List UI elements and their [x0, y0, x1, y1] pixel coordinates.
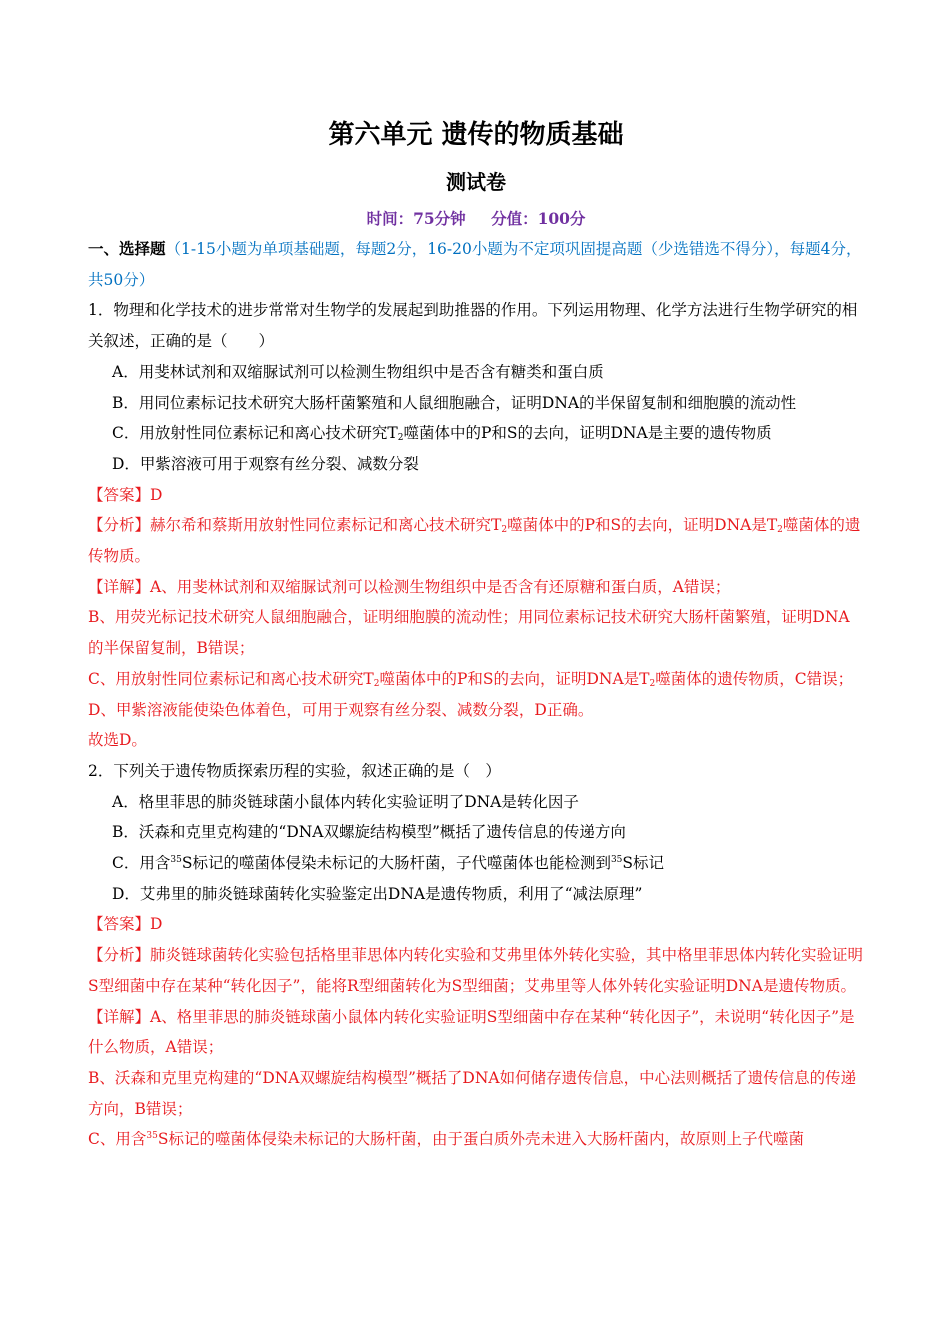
question-1-stem: 1．物理和化学技术的进步常常对生物学的发展起到助推器的作用。下列运用物理、化学方法进行生物学研究的相关叙述，正确的是（ ） [88, 301, 858, 351]
analysis-text: 噬菌体的遗传物质。 [88, 516, 861, 566]
answer-label: 【答案】 [88, 915, 151, 934]
superscript: 35 [146, 1131, 158, 1142]
option-text: S标记 [622, 854, 665, 873]
time-limit: 时间：75分钟 [366, 209, 466, 228]
question-1-conclusion: 故选D。 [88, 731, 147, 750]
question-2-option-d: D．艾弗里的肺炎链球菌转化实验鉴定出DNA是遗传物质，利用了“减法原理” [112, 884, 643, 903]
detail-text: A、用斐林试剂和双缩脲试剂可以检测生物组织中是否含有还原糖和蛋白质，A错误； [150, 577, 731, 596]
question-2-answer [88, 909, 864, 940]
subscript: 2 [501, 525, 508, 536]
question-1-option-d: D．甲紫溶液可用于观察有丝分裂、减数分裂 [112, 454, 419, 473]
question-2-option-c [88, 848, 864, 879]
question-1-detail-d: D、甲紫溶液能使染色体着色，可用于观察有丝分裂、减数分裂，D正确。 [88, 700, 594, 719]
detail-text: S标记的噬菌体侵染未标记的大肠杆菌，由于蛋白质外壳未进入大肠杆菌内，故原则上子代噬菌 [157, 1130, 804, 1149]
analysis-text: 肺炎链球菌转化实验包括格里菲思体内转化实验和艾弗里体外转化实验，其中格里菲思体内转化实验证明S型细菌中存在某种“转化因子”，能将R型细菌转化为S型细菌；艾弗里等人体外转化实验证明DNA是遗传物质。 [88, 946, 864, 995]
page-content [88, 112, 864, 1155]
time-score-line [88, 204, 864, 234]
test-subtitle: 测试卷 [446, 170, 506, 194]
superscript: 35 [170, 855, 182, 866]
answer-value: D [150, 485, 163, 504]
question-1-option-c [88, 418, 864, 449]
subscript: 2 [649, 678, 656, 689]
analysis-label: 【分析】 [88, 516, 151, 535]
analysis-label: 【分析】 [88, 946, 151, 965]
answer-value: D [150, 915, 163, 934]
detail-label: 【详解】 [88, 1007, 151, 1026]
answer-label: 【答案】 [88, 485, 151, 504]
question-1-detail-a [88, 572, 864, 603]
subscript: 2 [373, 678, 380, 689]
question-1-analysis [88, 510, 864, 571]
question-2-option-b: B．沃森和克里克构建的“DNA双螺旋结构模型”概括了遗传信息的传递方向 [112, 823, 626, 842]
subscript: 2 [397, 433, 404, 444]
analysis-text: 噬菌体中的P和S的去向，证明DNA是T [507, 516, 778, 535]
unit-title: 第六单元 遗传的物质基础 [328, 120, 624, 150]
superscript: 35 [610, 855, 623, 866]
question-1-option-b: B．用同位素标记技术研究大肠杆菌繁殖和人鼠细胞融合，证明DNA的半保留复制和细胞膜的流动性 [112, 393, 797, 412]
question-1-detail-c [88, 664, 864, 695]
subscript: 2 [777, 525, 783, 536]
question-1-answer [88, 480, 864, 511]
option-text: C．用含 [112, 854, 171, 873]
option-text: S标记的噬菌体侵染未标记的大肠杆菌，子代噬菌体也能检测到 [181, 854, 611, 873]
question-2-detail-c [88, 1124, 864, 1155]
question-2-analysis [88, 940, 864, 1001]
detail-text: C、用含 [88, 1130, 147, 1149]
detail-text: A、格里菲思的肺炎链球菌小鼠体内转化实验证明S型细菌中存在某种“转化因子”，未说明“转化因子”是什么物质，A错误； [88, 1007, 855, 1057]
detail-text: C、用放射性同位素标记和离心技术研究T [88, 669, 374, 688]
detail-text: 噬菌体的遗传物质，C错误； [655, 669, 854, 688]
analysis-text: 赫尔希和蔡斯用放射性同位素标记和离心技术研究T [150, 516, 502, 535]
option-text: 噬菌体中的P和S的去向，证明DNA是主要的遗传物质 [403, 424, 772, 443]
question-1-detail-b: B、用荧光标记技术研究人鼠细胞融合，证明细胞膜的流动性；用同位素标记技术研究大肠杆菌繁殖，证明DNA的半保留复制，B错误； [88, 608, 850, 658]
detail-text: 噬菌体中的P和S的去向，证明DNA是T [379, 669, 650, 688]
detail-label: 【详解】 [88, 577, 151, 596]
question-1-option-a: A．用斐林试剂和双缩脲试剂可以检测生物组织中是否含有糖类和蛋白质 [112, 362, 604, 381]
question-2-stem: 2．下列关于遗传物质探索历程的实验，叙述正确的是（ ） [88, 761, 501, 780]
total-score: 分值：100分 [491, 209, 586, 228]
option-text: C．用放射性同位素标记和离心技术研究T [112, 424, 398, 443]
section-note: （1-15小题为单项基础题，每题2分，16-20小题为不定项巩固提高题（少选错选不得分），每题4分，共50分） [88, 240, 862, 289]
section-heading: 一、选择题 [88, 239, 166, 258]
question-2-option-a: A．格里菲思的肺炎链球菌小鼠体内转化实验证明了DNA是转化因子 [112, 792, 579, 811]
question-2-detail-a [88, 1002, 864, 1063]
question-2-detail-b: B、沃森和克里克构建的“DNA双螺旋结构模型”概括了DNA如何储存遗传信息，中心法则概括了遗传信息的传递方向，B错误； [88, 1068, 857, 1118]
section-heading-line [88, 234, 864, 295]
